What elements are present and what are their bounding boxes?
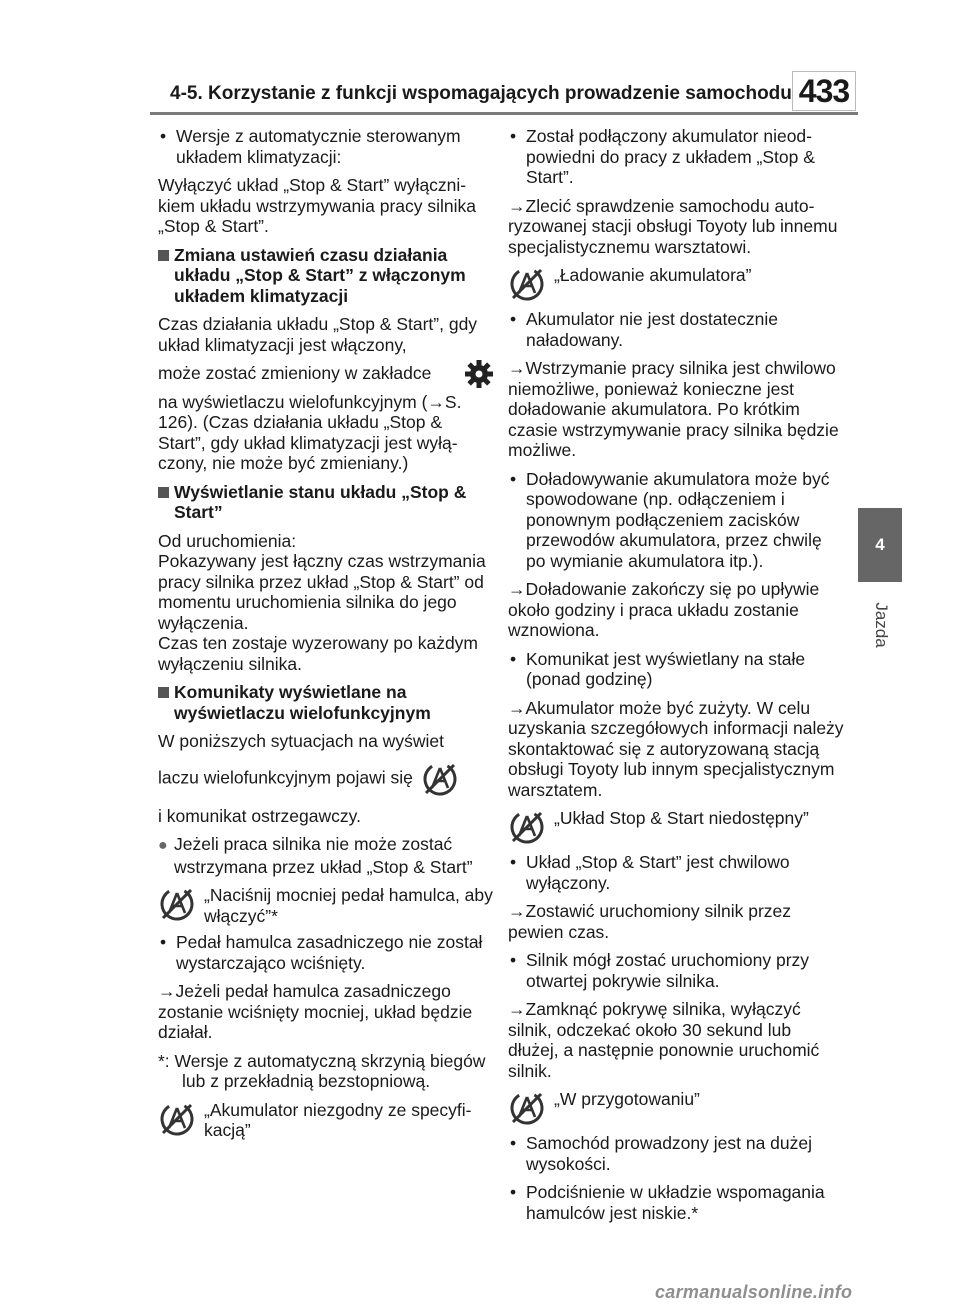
- list-item: • Silnik mógł zostać uruchomiony przy otwartej pokrywie silnika.: [510, 950, 810, 991]
- paragraph: →Zamknąć pokrywę silnika, wyłączyć silnik, odczekać około 30 sekund lub dłużej, a następnie ponownie uruchomić silnik.: [508, 999, 820, 1081]
- square-bullet-icon: [158, 687, 169, 698]
- list-item: • Samochód prowadzony jest na dużej wysokości.: [510, 1133, 813, 1174]
- paragraph: →Zostawić uruchomiony silnik przez pewien czas.: [508, 901, 792, 942]
- paragraph: →Zlecić sprawdzenie samochodu autoryzowanej stacji obsługi Toyoty lub innemu specjalistycznemu warsztatowi.: [508, 195, 838, 257]
- list-item: • Pedał hamulca zasadniczego nie został wystarczająco wciśnięty.: [160, 932, 483, 973]
- paragraph: →Wstrzymanie pracy silnika jest chwilowo niemożliwe, ponieważ konieczne jest doładowanie akumulatora. Po krótkim czasie wstrzymywanie pracy silnika będzie możliwe.: [508, 358, 839, 460]
- paragraph: →Doładowanie zakończy się po upływie około godziny i praca układu zostanie wznowiona.: [508, 579, 820, 640]
- section-heading: Komunikaty wyświetlane na wyświetlaczu wielofunkcyjnym: [158, 682, 494, 723]
- message-item: „Akumulator niezgodny ze specyfikacją”: [158, 1100, 494, 1141]
- stop-start-indicator-icon: [508, 265, 546, 303]
- list-item: • Podciśnienie w układzie wspomagania hamulców jest niskie.*: [510, 1182, 825, 1223]
- chapter-label: Jazda: [872, 602, 891, 648]
- footnote: *: Wersje z automatyczną skrzynią biegów lub z przekładnią bezstopniową.: [158, 1050, 486, 1091]
- paragraph: W poniższych sytuacjach na wyświet: [158, 731, 444, 751]
- message-item: „Ładowanie akumulatora”: [508, 265, 844, 303]
- page-header: [0, 0, 960, 118]
- list-item: • Układ „Stop & Start” jest chwilowo wyłączony.: [510, 852, 790, 893]
- stop-start-indicator-icon: [158, 885, 196, 923]
- chapter-tab[interactable]: 4: [858, 508, 902, 582]
- list-item: • Został podłączony akumulator nieodpowiedni do pracy z układem „Stop & Start”.: [510, 126, 815, 187]
- paragraph: na wyświetlaczu wielofunkcyjnym (→S. 126). (Czas działania układu „Stop & Start”, gdy układ klimatyzacji jest wyłączony, nie może być zmieniany.): [158, 391, 462, 473]
- paragraph: Czas działania układu „Stop & Start”, gdy układ klimatyzacji jest włączony,: [158, 314, 478, 355]
- list-item: ● Jeżeli praca silnika nie może zostać wstrzymana przez układ „Stop & Start”: [158, 834, 473, 877]
- stop-start-indicator-icon: [508, 808, 546, 846]
- section-heading: Zmiana ustawień czasu działania układu „Stop & Start” z włączonym układem klimatyzacji: [158, 245, 494, 307]
- list-item: • Komunikat jest wyświetlany na stałe (ponad godzinę): [510, 648, 806, 689]
- section-title: 4-5. Korzystanie z funkcji wspomagających prowadzenie samochodu: [170, 83, 792, 104]
- right-column: [508, 126, 844, 1231]
- stop-start-indicator-icon: [508, 1089, 546, 1127]
- watermark: carmanualsonline.info: [655, 1282, 853, 1302]
- section-heading: Wyświetlanie stanu układu „Stop & Start”: [158, 482, 494, 523]
- message-item: „Naciśnij mocniej pedał hamulca, aby włączyć”*: [158, 885, 494, 926]
- list-item: • Akumulator nie jest dostatecznie naładowany.: [510, 309, 778, 350]
- square-bullet-icon: [158, 487, 169, 498]
- paragraph: i komunikat ostrzegawczy.: [158, 805, 361, 826]
- page-number: 433: [792, 71, 856, 111]
- message-item: „W przygotowaniu”: [508, 1089, 844, 1127]
- square-bullet-icon: [158, 250, 169, 261]
- paragraph-with-icon: może zostać zmieniony w zakładce: [158, 363, 494, 384]
- paragraph: Od uruchomienia: Pokazywany jest łączny czas wstrzymania pracy silnika przez układ „Stop & Start” od momentu uruchomienia silnika do jego wyłączenia. Czas ten zostaje wyzerowany po każdym wyłączeniu silnika.: [158, 530, 486, 674]
- paragraph: →Jeżeli pedał hamulca zasadniczego zostanie wciśnięty mocniej, układ będzie działał.: [158, 981, 473, 1042]
- paragraph-with-icon: laczu wielofunkcyjnym pojawi się: [158, 760, 494, 798]
- list-item: • Doładowywanie akumulatora może być spowodowane (np. odłączeniem i ponownym podłączeniem zacisków przewodów akumulatora, przez chwilę po wymianie akumulatora itp.).: [510, 468, 830, 571]
- left-column: [158, 126, 494, 1147]
- stop-start-indicator-icon: [158, 1100, 196, 1138]
- paragraph: →Akumulator może być zużyty. W celu uzyskania szczegółowych informacji należy skontaktować się z autoryzowaną stacją obsługi Toyoty lub innym specjalistycznym warsztatem.: [508, 697, 844, 800]
- list-item: • Wersje z automatycznie sterowanym układem klimatyzacji:: [160, 126, 461, 167]
- header-divider: [150, 112, 858, 115]
- gear-icon: [464, 359, 494, 389]
- message-item: „Układ Stop & Start niedostępny”: [508, 808, 844, 846]
- paragraph: Wyłączyć układ „Stop & Start” wyłącznikiem układu wstrzymywania pracy silnika „Stop & Start”.: [158, 175, 477, 236]
- stop-start-indicator-icon: [421, 760, 459, 798]
